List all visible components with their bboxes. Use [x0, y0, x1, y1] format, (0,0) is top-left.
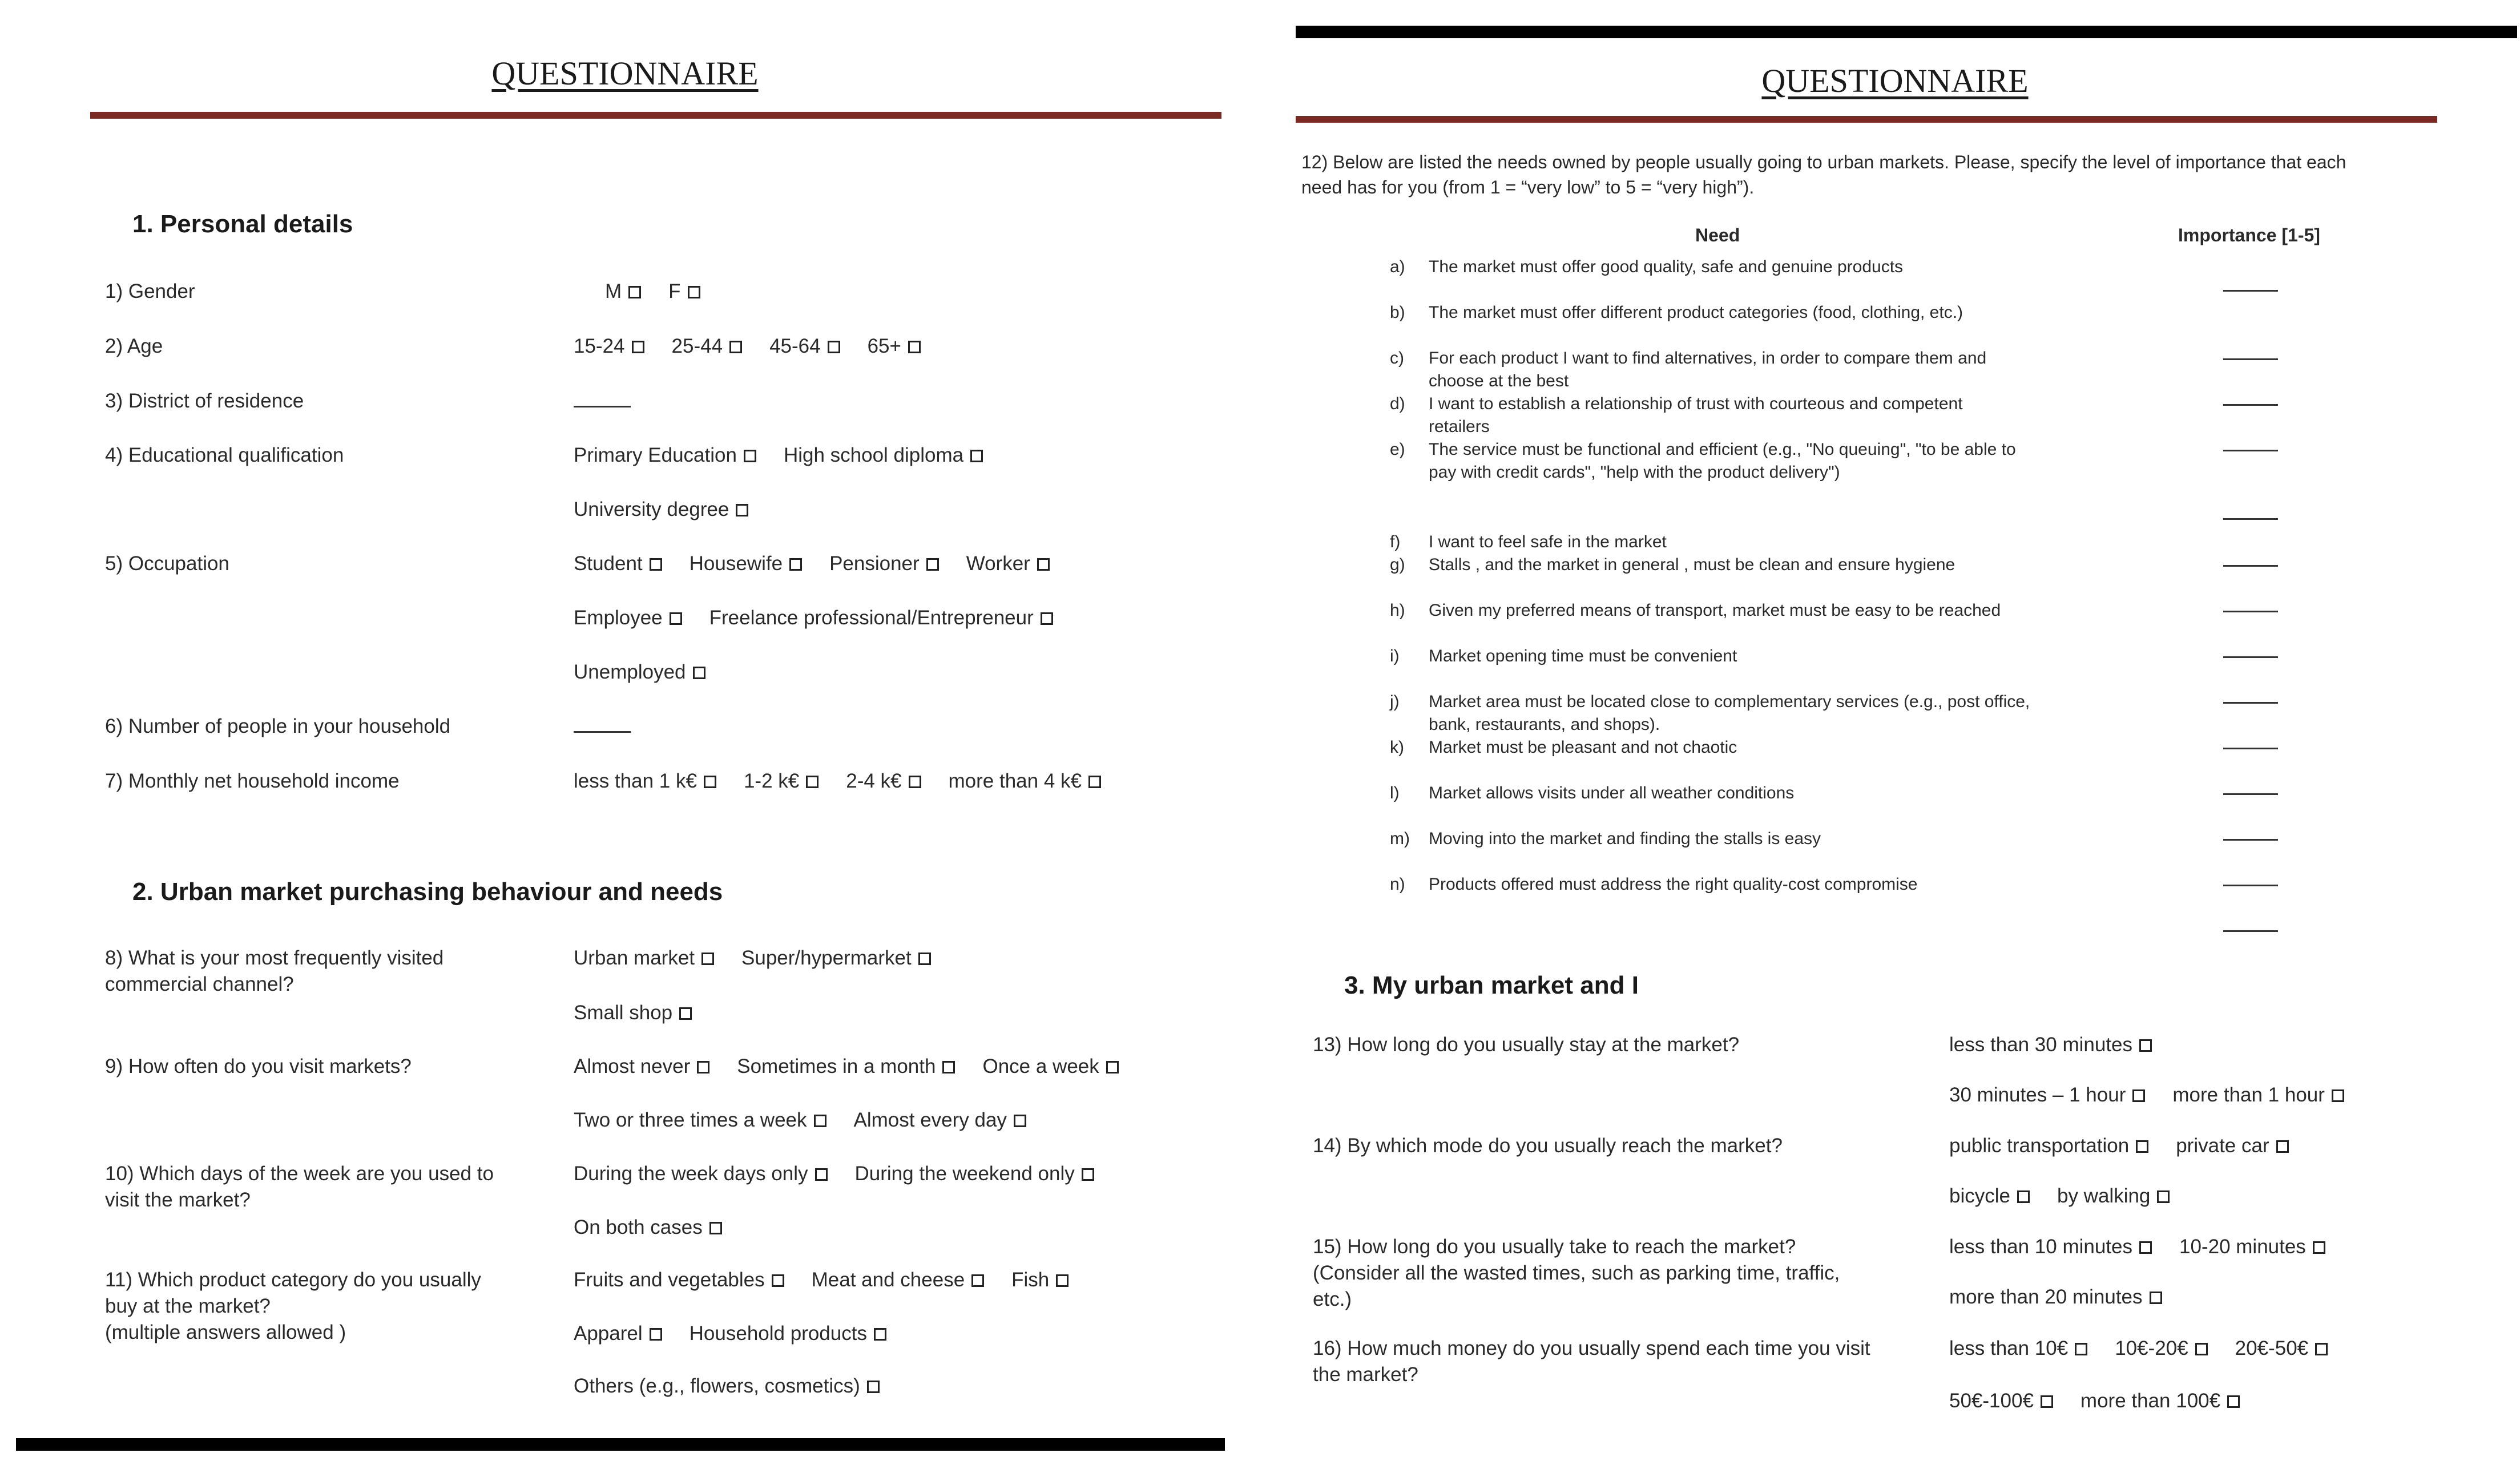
checkbox-option[interactable] — [574, 945, 714, 971]
checkbox-option[interactable] — [829, 551, 939, 577]
need-text: Moving into the market and finding the stalls is easy — [1429, 829, 1821, 848]
checkbox-option[interactable] — [574, 1107, 826, 1133]
question-label: 10) Which days of the week are you used to visit the market? — [105, 1163, 494, 1211]
importance-answer-line[interactable] — [2223, 839, 2278, 841]
question-label: 13) How long do you usually stay at the market? — [1313, 1034, 1740, 1056]
checkbox-icon[interactable] — [679, 1007, 692, 1020]
checkbox-option[interactable] — [1949, 1183, 2030, 1209]
checkbox-option[interactable] — [868, 333, 921, 360]
question-label: 6) Number of people in your household — [105, 715, 451, 737]
checkbox-option[interactable] — [668, 279, 700, 305]
question-label: 3) District of residence — [105, 390, 304, 412]
question-label: 4) Educational qualification — [105, 444, 344, 466]
section-heading-personal-details: 1. Personal details — [132, 210, 353, 238]
checkbox-option[interactable] — [672, 333, 743, 360]
section-heading-purchasing-behaviour: 2. Urban market purchasing behaviour and needs — [132, 878, 723, 906]
checkbox-option[interactable] — [574, 605, 682, 631]
need-letter: h) — [1390, 601, 1405, 620]
option-label: Urban market — [574, 947, 695, 969]
question-label: 2) Age — [105, 335, 163, 357]
product-category-options — [574, 1267, 1096, 1293]
question-label: 16) How much money do you usually spend each time you visit the market? — [1313, 1337, 1870, 1386]
option-label: 2-4 k€ — [846, 770, 902, 792]
age-options — [574, 333, 948, 360]
checkbox-icon[interactable] — [1088, 776, 1101, 788]
option-label: Employee — [574, 607, 663, 629]
column-header-importance: Importance [1-5] — [2178, 225, 2320, 245]
occupation-options — [574, 659, 733, 685]
option-label: more than 100€ — [2080, 1390, 2221, 1412]
transport-mode-options — [1949, 1133, 2316, 1159]
need-item — [1390, 438, 2143, 484]
checkbox-option[interactable] — [709, 605, 1053, 631]
checkbox-option[interactable] — [769, 333, 840, 360]
importance-answer-line[interactable] — [2223, 885, 2278, 886]
option-label: 45-64 — [769, 335, 821, 357]
checkbox-option[interactable] — [854, 1107, 1026, 1133]
option-label: less than 10 minutes — [1949, 1236, 2133, 1258]
importance-answer-line[interactable] — [2223, 450, 2278, 451]
checkbox-option[interactable] — [855, 1161, 1094, 1187]
option-label: F — [668, 280, 681, 302]
need-item — [1390, 554, 2143, 599]
page-title: QUESTIONNAIRE — [1761, 62, 2029, 99]
checkbox-icon[interactable] — [942, 1061, 955, 1073]
stay-duration-options — [1949, 1032, 2179, 1058]
option-label: Student — [574, 552, 643, 575]
need-letter: d) — [1390, 394, 1405, 413]
checkbox-option[interactable] — [1949, 1335, 2087, 1362]
option-label: University degree — [574, 498, 729, 520]
option-label: Small shop — [574, 1002, 673, 1024]
checkbox-icon[interactable] — [688, 286, 700, 298]
importance-answer-line[interactable] — [2223, 656, 2278, 658]
option-label: Super/hypermarket — [741, 947, 912, 969]
checkbox-option[interactable] — [2080, 1388, 2240, 1414]
option-label: Fruits and vegetables — [574, 1269, 765, 1291]
checkbox-icon[interactable] — [632, 341, 644, 353]
stay-duration-options — [1949, 1082, 2372, 1108]
checkbox-option[interactable] — [574, 659, 705, 685]
option-label: During the weekend only — [854, 1163, 1075, 1185]
checkbox-option[interactable] — [574, 333, 644, 360]
checkbox-option[interactable] — [1949, 1388, 2053, 1414]
option-label: Primary Education — [574, 444, 737, 466]
option-label: private car — [2176, 1135, 2269, 1157]
option-label: 65+ — [867, 335, 901, 357]
option-label: During the week days only — [574, 1163, 808, 1185]
household-size-field[interactable] — [574, 713, 631, 740]
checkbox-icon[interactable] — [729, 341, 742, 353]
education-options — [574, 497, 776, 523]
need-letter: i) — [1390, 647, 1400, 665]
checkbox-icon[interactable] — [697, 1061, 709, 1073]
option-label: Pensioner — [829, 552, 920, 575]
need-text: The market must offer different product categories (food, clothing, etc.) — [1429, 303, 1963, 322]
checkbox-icon[interactable] — [1037, 558, 1050, 571]
checkbox-option[interactable] — [574, 768, 716, 794]
option-label: Once a week — [982, 1055, 1099, 1077]
option-label: 10-20 minutes — [2179, 1236, 2306, 1258]
need-item — [1390, 691, 2143, 736]
option-label: public transportation — [1949, 1135, 2130, 1157]
option-label: Worker — [966, 552, 1030, 575]
need-letter: c) — [1390, 349, 1404, 368]
option-label: Household products — [689, 1322, 867, 1345]
checkbox-option[interactable] — [966, 551, 1050, 577]
checkbox-option[interactable] — [2057, 1183, 2170, 1209]
checkbox-icon[interactable] — [874, 1328, 886, 1341]
travel-time-options — [1949, 1284, 2190, 1310]
frequency-options — [574, 1107, 1054, 1133]
need-item — [1390, 782, 2143, 828]
checkbox-option[interactable] — [1949, 1284, 2162, 1310]
checkbox-icon[interactable] — [2041, 1395, 2053, 1408]
importance-answer-line[interactable] — [2223, 702, 2278, 704]
need-letter: e) — [1390, 440, 1405, 459]
checkbox-icon[interactable] — [2313, 1241, 2325, 1254]
need-text: The service must be functional and efficient (e.g., "No queuing", "to be able to pay with credit cards", "help with the product delivery") — [1429, 440, 2016, 482]
question-label: 1) Gender — [105, 280, 195, 302]
checkbox-icon[interactable] — [2075, 1343, 2087, 1355]
need-text: I want to establish a relationship of trust with courteous and competent retailers — [1429, 394, 1963, 436]
checkbox-icon[interactable] — [2139, 1039, 2152, 1052]
page-bottom-bar — [16, 1438, 1225, 1451]
need-letter: a) — [1390, 257, 1405, 276]
checkbox-icon[interactable] — [628, 286, 641, 298]
checkbox-option[interactable] — [1949, 1234, 2152, 1260]
question-label: 14) By which mode do you usually reach the market? — [1313, 1135, 1783, 1157]
importance-answer-line[interactable] — [2223, 358, 2278, 360]
need-item — [1390, 301, 2143, 347]
checkbox-icon[interactable] — [806, 776, 819, 788]
checkbox-icon[interactable] — [704, 776, 716, 788]
option-label: M — [605, 280, 622, 302]
option-label: less than 10€ — [1949, 1337, 2069, 1359]
income-options — [574, 768, 1128, 794]
importance-answer-line[interactable] — [2223, 404, 2278, 406]
option-label: Others (e.g., flowers, cosmetics) — [574, 1375, 860, 1397]
option-label: Fish — [1011, 1269, 1050, 1291]
page-title: QUESTIONNAIRE — [491, 55, 759, 92]
need-item — [1390, 873, 2143, 919]
frequency-options — [574, 1054, 1146, 1080]
checkbox-icon[interactable] — [2157, 1190, 2170, 1203]
title-rule — [1296, 116, 2437, 123]
checkbox-option[interactable] — [690, 1321, 886, 1347]
need-item — [1390, 347, 2143, 393]
district-field[interactable] — [574, 388, 631, 414]
need-letter: m) — [1390, 829, 1410, 848]
need-text: I want to feel safe in the market — [1429, 532, 1667, 551]
need-text: Products offered must address the right quality-cost compromise — [1429, 875, 1918, 894]
need-letter: l) — [1390, 784, 1400, 802]
checkbox-icon[interactable] — [926, 558, 939, 571]
importance-answer-line[interactable] — [2223, 748, 2278, 749]
option-label: more than 1 hour — [2172, 1084, 2325, 1106]
checkbox-option[interactable] — [2172, 1082, 2344, 1108]
checkbox-option[interactable] — [812, 1267, 985, 1293]
need-item — [1390, 393, 2143, 438]
option-label: by walking — [2057, 1185, 2151, 1207]
checkbox-option[interactable] — [2235, 1335, 2328, 1362]
question-label: 9) How often do you visit markets? — [105, 1055, 412, 1077]
spending-options — [1949, 1335, 2355, 1362]
option-label: Almost never — [574, 1055, 691, 1077]
need-letter: f) — [1390, 532, 1401, 551]
checkbox-icon[interactable] — [918, 953, 931, 965]
gender-options — [605, 279, 728, 305]
need-letter: k) — [1390, 738, 1404, 757]
option-label: less than 1 k€ — [574, 770, 697, 792]
checkbox-icon[interactable] — [693, 667, 705, 679]
checkbox-icon[interactable] — [2132, 1089, 2145, 1102]
option-label: 30 minutes – 1 hour — [1949, 1084, 2126, 1106]
checkbox-icon[interactable] — [867, 1381, 880, 1393]
option-label: less than 30 minutes — [1949, 1034, 2133, 1056]
question-label: 5) Occupation — [105, 552, 229, 575]
checkbox-icon[interactable] — [1082, 1168, 1094, 1181]
question-12-intro: 12) Below are listed the needs owned by people usually going to urban markets. Please, specify the level of importance that each need has for you (from 1 = “very low” to 5 = “very high”). — [1301, 152, 2346, 197]
checkbox-icon[interactable] — [1056, 1274, 1069, 1287]
question-label: 8) What is your most frequently visited commercial channel? — [105, 947, 444, 995]
occupation-options — [574, 551, 1077, 577]
need-text: Market area must be located close to complementary services (e.g., post office, bank, restaurants, and shops). — [1429, 692, 2030, 734]
need-text: For each product I want to find alternatives, in order to compare them and choose at the best — [1429, 349, 1987, 390]
product-category-options — [574, 1373, 907, 1399]
checkbox-option[interactable] — [574, 1267, 784, 1293]
section-heading-my-urban-market: 3. My urban market and I — [1344, 971, 1639, 999]
channel-options — [574, 1000, 719, 1026]
questionnaire-page-2 — [1270, 0, 2520, 1465]
checkbox-icon[interactable] — [2227, 1395, 2240, 1408]
checkbox-icon[interactable] — [2139, 1241, 2152, 1254]
transport-mode-options — [1949, 1183, 2197, 1209]
need-item — [1390, 645, 2143, 691]
importance-answer-line[interactable] — [2223, 611, 2278, 612]
checkbox-option[interactable] — [605, 279, 641, 305]
checkbox-option[interactable] — [574, 551, 662, 577]
checkbox-icon[interactable] — [1014, 1115, 1026, 1127]
checkbox-option[interactable] — [1949, 1032, 2152, 1058]
option-label: Apparel — [574, 1322, 643, 1345]
option-label: 1-2 k€ — [743, 770, 800, 792]
option-label: bicycle — [1949, 1185, 2010, 1207]
checkbox-icon[interactable] — [650, 1328, 662, 1341]
need-text: Given my preferred means of transport, market must be easy to be reached — [1429, 601, 2001, 620]
option-label: more than 20 minutes — [1949, 1286, 2143, 1308]
importance-answer-line[interactable] — [2223, 565, 2278, 567]
checkbox-icon[interactable] — [1106, 1061, 1119, 1073]
checkbox-icon[interactable] — [709, 1222, 722, 1234]
need-text: The market must offer good quality, safe and genuine products — [1429, 257, 1904, 276]
checkbox-option[interactable] — [574, 497, 748, 523]
checkbox-icon[interactable] — [909, 776, 921, 788]
question-label: 15) How long do you usually take to reach the market? (Consider all the wasted times, such as parking time, traffic, etc.) — [1313, 1236, 1840, 1310]
checkbox-option[interactable] — [741, 945, 931, 971]
page-top-bar — [1296, 26, 2517, 38]
education-options — [574, 442, 1010, 469]
checkbox-option[interactable] — [744, 768, 819, 794]
column-header-need: Need — [1695, 225, 1740, 245]
checkbox-option[interactable] — [982, 1054, 1118, 1080]
checkbox-option[interactable] — [1011, 1267, 1069, 1293]
checkbox-icon[interactable] — [2017, 1190, 2030, 1203]
channel-options — [574, 945, 958, 971]
option-label: more than 4 k€ — [948, 770, 1082, 792]
days-options — [574, 1214, 749, 1241]
option-label: Freelance professional/Entrepreneur — [709, 607, 1034, 629]
checkbox-option[interactable] — [1949, 1133, 2148, 1159]
option-label: On both cases — [574, 1216, 703, 1238]
checkbox-icon[interactable] — [789, 558, 802, 571]
checkbox-icon[interactable] — [670, 612, 682, 625]
checkbox-option[interactable] — [574, 1000, 692, 1026]
title-rule — [90, 112, 1221, 119]
checkbox-option[interactable] — [784, 442, 983, 469]
checkbox-option[interactable] — [2179, 1234, 2325, 1260]
days-options — [574, 1161, 1122, 1187]
need-item — [1390, 828, 2143, 873]
checkbox-icon[interactable] — [828, 341, 840, 353]
option-label: High school diploma — [783, 444, 964, 466]
checkbox-icon[interactable] — [701, 953, 714, 965]
checkbox-option[interactable] — [2176, 1133, 2288, 1159]
need-item — [1390, 256, 2143, 301]
need-item — [1390, 599, 2143, 645]
checkbox-option[interactable] — [846, 768, 921, 794]
need-letter: b) — [1390, 303, 1405, 322]
need-text: Market must be pleasant and not chaotic — [1429, 738, 1737, 757]
option-label: Meat and cheese — [811, 1269, 965, 1291]
checkbox-icon[interactable] — [2276, 1140, 2289, 1153]
checkbox-icon[interactable] — [772, 1274, 784, 1287]
need-letter: g) — [1390, 555, 1405, 574]
checkbox-option[interactable] — [1949, 1082, 2145, 1108]
need-letter: n) — [1390, 875, 1405, 894]
checkbox-icon[interactable] — [971, 1274, 984, 1287]
need-text: Market allows visits under all weather conditions — [1429, 784, 1795, 802]
question-label: 11) Which product category do you usually buy at the market? (multiple answers allowed ) — [105, 1269, 481, 1343]
importance-answer-line[interactable] — [2223, 793, 2278, 795]
checkbox-icon[interactable] — [908, 341, 921, 353]
checkbox-option[interactable] — [690, 551, 802, 577]
option-label: 25-44 — [671, 335, 723, 357]
importance-answer-line[interactable] — [2223, 518, 2278, 520]
checkbox-icon[interactable] — [814, 1115, 826, 1127]
option-label: Sometimes in a month — [737, 1055, 936, 1077]
travel-time-options — [1949, 1234, 2353, 1260]
checkbox-icon[interactable] — [2195, 1343, 2208, 1355]
option-label: 10€-20€ — [2115, 1337, 2188, 1359]
checkbox-option[interactable] — [574, 1161, 828, 1187]
need-text: Stalls , and the market in general , must be clean and ensure hygiene — [1429, 555, 1955, 574]
checkbox-icon[interactable] — [1041, 612, 1053, 625]
checkbox-option[interactable] — [574, 1214, 722, 1241]
option-label: 15-24 — [574, 335, 625, 357]
checkbox-option[interactable] — [737, 1054, 955, 1080]
checkbox-icon[interactable] — [970, 450, 983, 462]
checkbox-icon[interactable] — [2136, 1140, 2148, 1153]
questionnaire-page-1 — [0, 0, 1250, 1465]
option-label: Unemployed — [574, 661, 686, 683]
checkbox-option[interactable] — [574, 1373, 880, 1399]
importance-answer-line[interactable] — [2223, 290, 2278, 292]
checkbox-option[interactable] — [574, 1054, 709, 1080]
checkbox-option[interactable] — [2115, 1335, 2207, 1362]
checkbox-icon[interactable] — [736, 504, 748, 516]
option-label: Two or three times a week — [574, 1109, 807, 1131]
spending-options — [1949, 1388, 2267, 1414]
option-label: Almost every day — [853, 1109, 1007, 1131]
product-category-options — [574, 1321, 914, 1347]
need-text: Market opening time must be convenient — [1429, 647, 1737, 665]
importance-answer-line[interactable] — [2223, 930, 2278, 932]
checkbox-option[interactable] — [949, 768, 1101, 794]
checkbox-icon[interactable] — [744, 450, 756, 462]
checkbox-icon[interactable] — [2150, 1292, 2162, 1304]
option-label: Housewife — [689, 552, 783, 575]
option-label: 50€-100€ — [1949, 1390, 2034, 1412]
checkbox-icon[interactable] — [650, 558, 662, 571]
need-item — [1390, 736, 2143, 782]
checkbox-icon[interactable] — [2315, 1343, 2328, 1355]
question-label: 7) Monthly net household income — [105, 770, 400, 792]
checkbox-option[interactable] — [574, 1321, 662, 1347]
checkbox-option[interactable] — [574, 442, 756, 469]
need-letter: j) — [1390, 692, 1400, 711]
occupation-options — [574, 605, 1080, 631]
checkbox-icon[interactable] — [2332, 1089, 2344, 1102]
option-label: 20€-50€ — [2235, 1337, 2309, 1359]
checkbox-icon[interactable] — [815, 1168, 828, 1181]
